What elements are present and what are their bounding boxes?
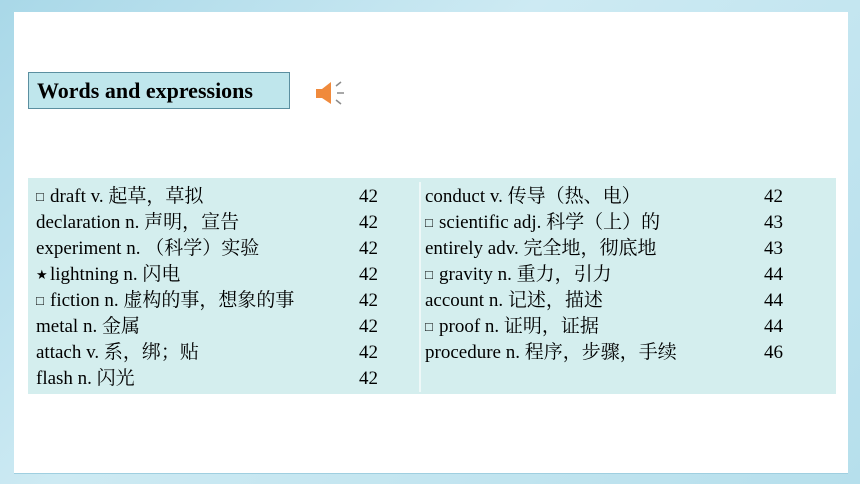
vocab-entry: experiment n. （科学）实验 [36, 238, 260, 259]
vocab-entry: proof n. 证明，证据 [439, 316, 599, 337]
vocab-row [425, 288, 787, 314]
page-number: 42 [359, 316, 378, 337]
vocab-row [425, 314, 787, 340]
page-number: 46 [764, 342, 783, 363]
vocab-row [425, 262, 787, 288]
page-number: 42 [764, 186, 783, 207]
page-number: 43 [764, 212, 783, 233]
vocab-entry: lightning n. 闪电 [50, 264, 181, 285]
bottom-rule [14, 473, 848, 474]
page-number: 44 [764, 316, 783, 337]
vocab-entry: declaration n. 声明，宣告 [36, 212, 240, 233]
vocab-entry: fiction n. 虚构的事，想象的事 [50, 290, 295, 311]
vocab-row [425, 340, 787, 366]
page-number: 42 [359, 238, 378, 259]
vocab-row [36, 340, 382, 366]
vocabulary-right-column [425, 184, 787, 366]
vocab-entry: flash n. 闪光 [36, 368, 135, 389]
vocab-entry: entirely adv. 完全地，彻底地 [425, 238, 657, 259]
checkbox-icon: □ [425, 215, 433, 230]
page-number: 44 [764, 264, 783, 285]
vocab-row [36, 184, 382, 210]
vocab-row [36, 366, 382, 392]
page-number: 42 [359, 290, 378, 311]
vocab-entry: procedure n. 程序，步骤，手续 [425, 342, 677, 363]
page-number: 43 [764, 238, 783, 259]
page-number: 44 [764, 290, 783, 311]
vocab-entry: account n. 记述，描述 [425, 290, 603, 311]
vocab-row [36, 210, 382, 236]
vocab-row [36, 236, 382, 262]
section-title: Words and expressions [28, 72, 290, 109]
vocab-row [425, 236, 787, 262]
checkbox-icon: □ [36, 293, 44, 308]
vocabulary-left-column [36, 184, 382, 392]
star-icon: ★ [36, 267, 48, 282]
speaker-icon[interactable] [314, 79, 348, 107]
vocab-entry: scientific adj. 科学（上）的 [439, 212, 661, 233]
page-number: 42 [359, 368, 378, 389]
vocab-entry: gravity n. 重力，引力 [439, 264, 612, 285]
checkbox-icon: □ [425, 267, 433, 282]
vocab-row [36, 288, 382, 314]
page-number: 42 [359, 212, 378, 233]
page-number: 42 [359, 186, 378, 207]
vocab-row [36, 262, 382, 288]
vocab-entry: draft v. 起草，草拟 [50, 186, 204, 207]
vocab-row [425, 210, 787, 236]
vocab-entry: metal n. 金属 [36, 316, 140, 337]
page-number: 42 [359, 342, 378, 363]
vocab-entry: conduct v. 传导（热、电） [425, 186, 641, 207]
vocab-row [36, 314, 382, 340]
page-number: 42 [359, 264, 378, 285]
vocab-entry: attach v. 系，绑；贴 [36, 342, 199, 363]
checkbox-icon: □ [425, 319, 433, 334]
vocab-row [425, 184, 787, 210]
checkbox-icon: □ [36, 189, 44, 204]
column-divider [419, 182, 421, 392]
